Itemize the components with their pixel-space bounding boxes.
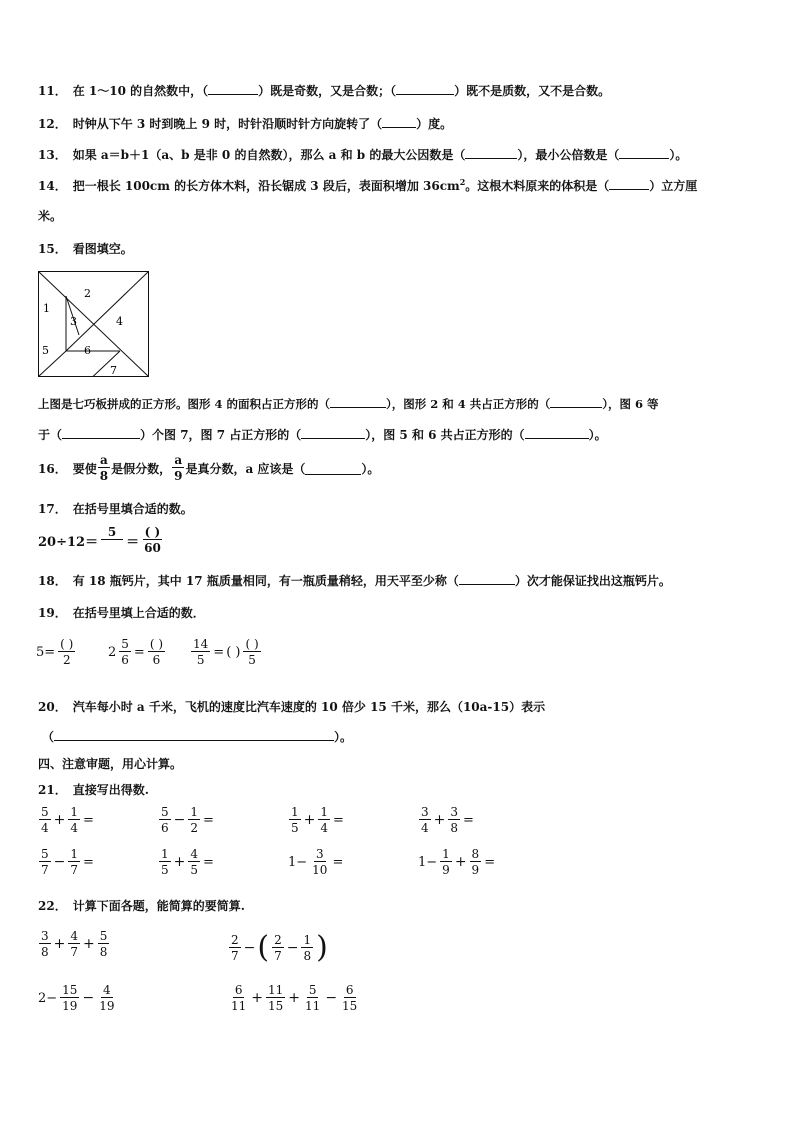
fraction: $\frac{1}{4}$ [70,805,79,835]
answer-blank[interactable] [550,395,602,408]
fraction: $\frac{2}{7}$ [231,932,239,963]
tangram-label-3: 3 [70,315,77,328]
calc-item: $\frac{3}{4}$ + $\frac{3}{8}$ = [421,805,474,835]
fraction: $\frac{1}{7}$ [70,847,79,877]
fraction: $\frac{( )}{5}$ [245,637,259,667]
question-15-line2: 于（ ）个图 7，图 7 占正方形的（ ），图 5 和 6 共占正方形的（ ）。 [38,428,607,442]
fraction: $\frac{4}{5}$ [190,847,199,877]
fraction: $\frac{3}{8}$ [450,805,459,835]
tangram-label-7: 7 [110,364,117,377]
question-19-expr-3: $\frac{14}{5}$ = ( ) $\frac{( )}{5}$ [193,637,259,667]
question-20-cont: （ ）。 [42,730,353,744]
calc-item: $\frac{5}{7}$ − $\frac{1}{7}$ = [41,847,94,877]
fraction: $\frac{6}{11}$ [231,983,247,1013]
fraction: $\frac{5}{6}$ [121,637,129,667]
tangram-label-1: 1 [43,302,50,315]
fraction: $\frac{1}{4}$ [320,805,329,835]
fraction: $\frac{a}{8}$ [99,453,109,483]
answer-blank[interactable] [459,572,515,585]
answer-blank[interactable] [208,82,258,95]
answer-blank[interactable] [525,426,589,439]
tangram-label-4: 4 [116,315,123,328]
question-22-expr-1: $\frac{3}{8}$ + $\frac{4}{7}$ + $\frac{5}{8}$ [41,929,108,959]
question-20: 20． 汽车每小时 a 千米，飞机的速度比汽车速度的 10 倍少 15 千米，那么（10a-15）表示 [38,700,546,714]
question-21: 21． 直接写出得数. [38,783,149,797]
right-paren: ) [316,930,328,965]
tangram-label-6: 6 [84,344,91,357]
question-19-expr-2: 2 $\frac{5}{6}$ = $\frac{( )}{6}$ [108,637,164,667]
fraction: $\frac{6}{15}$ [342,983,358,1013]
question-14: 14． 把一根长 100cm 的长方体木料，沿长锯成 3 段后，表面积增加 $36cm^2$。这根木料原来的体积是（ ）立方厘 [38,177,698,193]
answer-blank[interactable] [330,395,386,408]
question-15: 15． 看图填空。 [38,242,133,256]
fraction: $\frac{5}{6}$ [161,805,169,835]
fraction: $\frac{( )}{60}$ [144,525,161,555]
fraction: $\frac{8}{9}$ [471,847,480,877]
fraction: $\frac{3}{8}$ [41,929,49,959]
fraction: $\frac{( )}{6}$ [149,637,164,667]
fraction: $\frac{4}{7}$ [70,929,79,959]
fraction: $\frac{5}{4}$ [41,805,49,835]
fraction: $\frac{1}{5}$ [161,847,169,877]
fraction: $\frac{a}{9}$ [174,453,183,483]
calc-item: $\frac{5}{6}$ − $\frac{1}{2}$ = [161,805,214,835]
calc-item: $\frac{1}{5}$ + $\frac{4}{5}$ = [161,847,214,877]
question-17-equation: 20÷12＝ 5 ＝ $\frac{( )}{60}$ [38,525,161,555]
question-12: 12． 时钟从下午 3 时到晚上 9 时，时针沿顺时针方向旋转了（ ）度。 [38,117,453,131]
answer-blank[interactable] [465,146,517,159]
question-22-expr-3: 2− $\frac{15}{19}$ − $\frac{4}{19}$ [38,983,115,1013]
left-paren: ( [257,930,270,965]
answer-blank[interactable] [301,426,365,439]
fraction: $\frac{11}{15}$ [268,983,284,1013]
answer-blank[interactable] [62,426,140,439]
answer-blank[interactable] [619,146,669,159]
fraction: $\frac{5}{8}$ [99,929,108,959]
question-15-line1: 上图是七巧板拼成的正方形。图形 4 的面积占正方形的（ ），图形 2 和 4 共占正方形的（ ），图 6 等 [38,397,659,411]
fraction: $\frac{5}{11}$ [305,983,321,1013]
answer-blank[interactable] [396,82,454,95]
question-17: 17． 在括号里填合适的数。 [38,502,193,516]
question-19-expr-1: 5= $\frac{( )}{2}$ [36,637,74,667]
answer-blank[interactable] [54,728,334,741]
question-22-expr-2: $\frac{2}{7}$ − ( $\frac{2}{7}$ − $\frac{1}{8}$ ) [231,930,328,965]
fraction: $\frac{5}{7}$ [41,847,49,877]
fraction: $\frac{( )}{2}$ [60,637,74,667]
tangram-label-5: 5 [42,344,49,357]
fraction: $\frac{1}{9}$ [442,847,450,877]
question-18: 18． 有 18 瓶钙片，其中 17 瓶质量相同，有一瓶质量稍轻，用天平至少称（ ）次才能保证找出这瓶钙片。 [38,574,671,588]
calc-item: $\frac{5}{4}$ + $\frac{1}{4}$ = [41,805,94,835]
calc-item: $\frac{1}{5}$ + $\frac{1}{4}$ = [291,805,344,835]
fraction: $\frac{2}{7}$ [274,932,282,963]
answer-blank[interactable] [609,177,649,190]
question-16: 16． 要使 $\frac{a}{8}$ 是假分数， $\frac{a}{9}$ 是真分数，a 应该是（ ）。 [38,453,380,483]
question-22: 22． 计算下面各题，能简算的要简算. [38,899,245,913]
question-22-expr-4: $\frac{6}{11}$ + $\frac{11}{15}$ + $\frac{5}{11}$ − $\frac{6}{15}$ [231,983,358,1013]
fraction: $\frac{4}{19}$ [99,983,115,1013]
fraction: $\frac{3}{10}$ [312,847,328,877]
calc-item: 1− $\frac{1}{9}$ + $\frac{8}{9}$ = [418,847,496,877]
tangram-label-2: 2 [84,287,91,300]
fraction: $\frac{1}{8}$ [303,932,312,963]
fraction: $\frac{1}{5}$ [291,805,299,835]
fraction: $\frac{1}{2}$ [190,805,199,835]
calc-item: 1− $\frac{3}{10}$ = [288,847,344,877]
question-13: 13． 如果 a＝b＋1（a、b 是非 0 的自然数），那么 a 和 b 的最大公因数是（ ），最小公倍数是（ ）。 [38,148,688,162]
tangram-figure [38,271,150,378]
answer-blank[interactable] [305,462,361,475]
fraction: $\frac{14}{5}$ [193,637,209,667]
question-19: 19． 在括号里填上合适的数． [38,606,205,620]
answer-blank[interactable] [382,115,416,128]
fraction: 5 [101,526,123,554]
section-4-heading: 四、注意审题，用心计算。 [38,757,183,771]
question-14-cont: 米。 [38,209,63,223]
fraction: $\frac{15}{19}$ [62,983,78,1013]
fraction: $\frac{3}{4}$ [421,805,429,835]
question-11: 11． 在 1～10 的自然数中，（ ）既是奇数，又是合数；（ ）既不是质数，又不是合数。 [38,84,611,98]
